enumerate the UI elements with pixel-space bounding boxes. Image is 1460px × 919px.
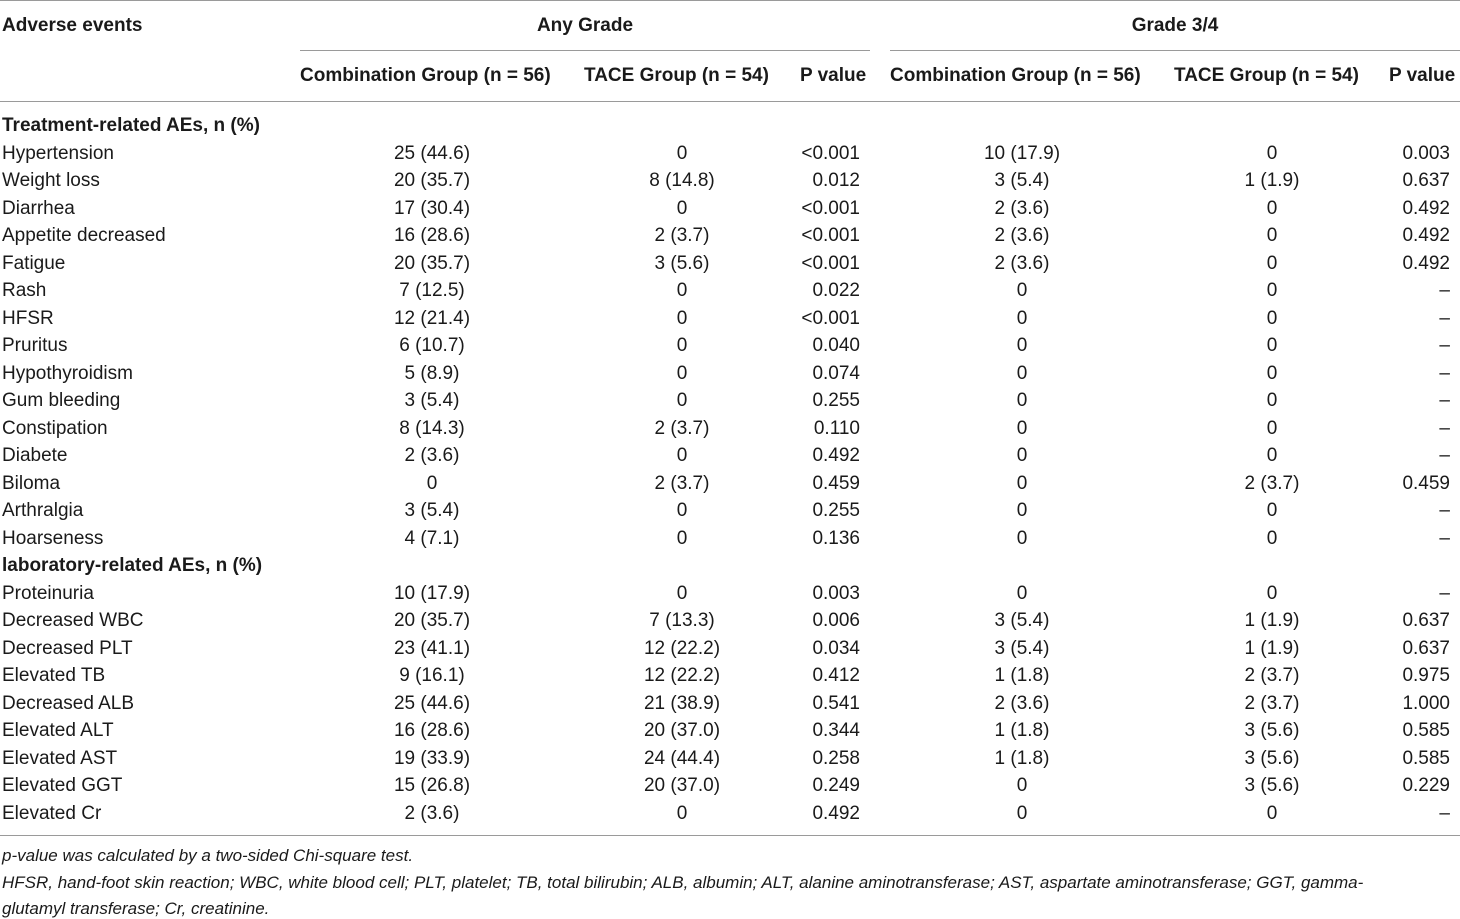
table-cell: 0.459 [1402,472,1450,494]
table-cell: 2 (3.6) [994,252,1050,274]
row-header-label: Adverse events [2,15,143,36]
row-label: Decreased WBC [2,610,144,631]
table-cell: 15 (26.8) [393,775,471,796]
table-cell: 0 [1266,142,1278,164]
table-cell: 0 [1266,225,1278,246]
table-cell: 0 [676,362,688,384]
table-cell: 0.022 [812,280,860,301]
table-cell: 0 [1266,527,1278,549]
table-cell: 3 (5.6) [654,252,710,274]
table-cell: 0.975 [1402,665,1450,686]
table-cell: 12 (22.2) [643,637,721,659]
row-label: HFSR [2,307,54,329]
table-cell: 2 (3.6) [994,197,1050,219]
table-cell: – [1439,362,1450,384]
table-cell: 0 [1016,527,1028,549]
table-cell: – [1439,417,1450,439]
table-cell: 0 [676,500,688,521]
table-cell: 12 (22.2) [643,665,721,686]
table-cell: 1 (1.8) [994,665,1050,686]
table-cell: 1 (1.8) [994,747,1050,769]
table-cell: 3 (5.4) [404,390,460,411]
footnote-pvalue: p-value was calculated by a two-sided Chi-square test. [2,846,414,865]
col-header-combination-g34: Combination Group (n = 56) [890,65,1141,86]
table-cell: 0.492 [1402,197,1450,219]
table-cell: 0.412 [812,665,860,686]
footnote-abbreviations: HFSR, hand-foot skin reaction; WBC, white blood cell; PLT, platelet; TB, total bilirubin; ALB, albumin; ALT, alanine aminotransferase; AST, aspartate aminotransferase; GGT, gamma- [2,873,1364,892]
table-cell: 0 [1016,335,1028,356]
table-cell: 2 (3.6) [404,445,460,466]
table-cell: 1 (1.8) [994,720,1050,741]
table-cell: 0.492 [1402,252,1450,274]
table-cell: 20 (35.7) [393,170,471,191]
row-label: Arthralgia [2,500,84,521]
table-cell: 0 [1016,582,1028,604]
table-cell: <0.001 [801,225,860,246]
grade34-rule [890,50,1460,51]
section-title: Treatment-related AEs, n (%) [2,115,260,136]
grade34-header: Grade 3/4 [1131,15,1219,36]
table-cell: 7 (13.3) [649,610,715,631]
table-cell: 20 (35.7) [393,252,471,274]
any-grade-rule [300,50,870,51]
row-label: Weight loss [2,170,100,191]
table-cell: – [1439,500,1450,521]
table-cell: 3 (5.6) [1244,720,1300,741]
table-cell: 0 [1016,307,1028,329]
table-cell: 2 (3.6) [994,692,1050,714]
table-cell: 2 (3.7) [1244,665,1300,686]
table-cell: 2 (3.7) [1244,692,1300,714]
table-cell: 0.110 [813,417,860,439]
section-title: laboratory-related AEs, n (%) [2,555,263,576]
row-label: Diarrhea [2,197,75,219]
table-cell: 0.003 [812,582,860,604]
table-cell: 6 (10.7) [399,335,465,356]
row-label: Constipation [2,417,108,439]
row-label: Elevated GGT [2,775,123,796]
table-cell: 0 [676,527,688,549]
table-cell: 0.344 [812,720,860,741]
table-cell: 5 (8.9) [404,362,460,384]
table-cell: 0.074 [812,362,860,384]
table-cell: 0.229 [1402,775,1450,796]
table-cell: 3 (5.4) [994,170,1050,191]
table-cell: 23 (41.1) [393,637,471,659]
table-cell: 2 (3.7) [654,417,710,439]
table-cell: 2 (3.6) [404,802,460,824]
table-cell: 3 (5.4) [994,610,1050,631]
table-cell: 0 [1266,417,1278,439]
table-cell: 16 (28.6) [393,720,471,741]
table-cell: 25 (44.6) [393,142,471,164]
table-cell: – [1439,445,1450,466]
table-cell: 0.492 [812,445,860,466]
table-cell: 2 (3.7) [1244,472,1300,494]
table-cell: 0 [1016,445,1028,466]
table-cell: – [1439,582,1450,604]
table-cell: 0.637 [1402,637,1450,659]
table-cell: 16 (28.6) [393,225,471,246]
table-cell: 0 [1266,307,1278,329]
table-cell: 0.006 [812,610,860,631]
row-label: Hypertension [2,142,114,164]
row-label: Pruritus [2,335,68,356]
table-cell: <0.001 [801,307,860,329]
table-cell: 0.249 [812,775,860,796]
table-cell: 0 [1016,775,1028,796]
table-cell: 0 [1016,500,1028,521]
table-cell: 10 (17.9) [983,142,1061,164]
row-label: Elevated Cr [2,802,102,824]
table-cell: 0 [676,307,688,329]
table-cell: 3 (5.4) [994,637,1050,659]
row-label: Decreased ALB [2,692,135,714]
row-label: Elevated ALT [2,720,114,741]
row-label: Elevated TB [2,665,106,686]
table-cell: 3 (5.6) [1244,747,1300,769]
table-cell: <0.001 [801,197,860,219]
table-cell: – [1439,280,1450,301]
table-cell: 0.637 [1402,610,1450,631]
table-cell: – [1439,390,1450,411]
table-cell: 0 [1016,390,1028,411]
table-cell: 0 [676,390,688,411]
any-grade-header: Any Grade [536,15,634,36]
col-header-pvalue-g34: P value [1389,65,1456,86]
table-cell: <0.001 [801,142,860,164]
table-cell: 20 (37.0) [643,720,721,741]
table-cell: 0.003 [1402,142,1450,164]
col-header-tace-g34: TACE Group (n = 54) [1174,65,1359,86]
row-label: Hoarseness [2,527,104,549]
table-cell: 0.012 [812,170,860,191]
header-bottom-rule [0,101,1460,102]
table-cell: 0.541 [812,692,860,714]
table-cell: 2 (3.6) [994,225,1050,246]
table-cell: 2 (3.7) [654,472,710,494]
table-cell: 1 (1.9) [1244,610,1300,631]
table-cell: 0 [1016,417,1028,439]
table-cell: 10 (17.9) [393,582,471,604]
col-header-combination-any: Combination Group (n = 56) [300,65,551,86]
table-cell: – [1439,335,1450,356]
table-cell: <0.001 [801,252,860,274]
row-label: Decreased PLT [2,637,133,659]
table-cell: 20 (37.0) [643,775,721,796]
table-cell: 0 [1016,802,1028,824]
table-cell: 0 [1266,500,1278,521]
table-cell: 25 (44.6) [393,692,471,714]
table-cell: 8 (14.8) [649,170,715,191]
table-cell: 0.637 [1402,170,1450,191]
table-cell: 0 [1266,390,1278,411]
table-cell: 1.000 [1402,692,1450,714]
col-header-tace-any: TACE Group (n = 54) [584,65,769,86]
table-cell: 19 (33.9) [393,747,471,769]
table-cell: 1 (1.9) [1244,170,1300,191]
table-cell: 0 [676,802,688,824]
table-cell: 0 [1266,252,1278,274]
table-cell: 0.136 [812,527,860,549]
table-cell: 9 (16.1) [399,665,465,686]
table-cell: 0 [676,142,688,164]
table-cell: 0.255 [812,390,860,411]
table-cell: 21 (38.9) [643,692,721,714]
table-cell: 0 [1266,335,1278,356]
col-header-pvalue-any: P value [800,65,867,86]
table-top-rule [0,0,1460,1]
table-cell: – [1439,527,1450,549]
table-cell: 17 (30.4) [393,197,471,219]
row-label: Elevated AST [2,747,118,769]
table-cell: – [1439,802,1450,824]
table-cell: 0.459 [812,472,860,494]
table-cell: 2 (3.7) [654,225,710,246]
row-label: Diabete [2,445,68,466]
row-label: Appetite decreased [2,225,166,246]
table-cell: 0 [676,582,688,604]
row-label: Gum bleeding [2,390,121,411]
table-bottom-rule [0,835,1460,836]
table-cell: 0 [1266,582,1278,604]
table-cell: 0 [1266,445,1278,466]
table-cell: 0 [1016,280,1028,301]
table-cell: 0.585 [1402,747,1450,769]
footnote-abbreviations-cont: glutamyl transferase; Cr, creatinine. [2,899,270,918]
table-cell: 1 (1.9) [1244,637,1300,659]
table-cell: 0 [676,335,688,356]
table-cell: 0.258 [812,747,860,769]
table-cell: 0 [1266,362,1278,384]
table-cell: 8 (14.3) [399,417,465,439]
row-label: Rash [2,280,47,301]
table-cell: 24 (44.4) [643,747,721,769]
table-cell: 3 (5.6) [1244,775,1300,796]
row-label: Proteinuria [2,582,94,604]
table-cell: 20 (35.7) [393,610,471,631]
table-cell: 0.492 [812,802,860,824]
table-cell: 0.585 [1402,720,1450,741]
table-cell: 0 [676,280,688,301]
table-cell: 0.492 [1402,225,1450,246]
table-cell: 3 (5.4) [404,500,460,521]
table-cell: 0 [1016,362,1028,384]
table-cell: 4 (7.1) [404,527,460,549]
row-label: Fatigue [2,252,66,274]
table-cell: 0.034 [812,637,860,659]
table-cell: 0 [1266,802,1278,824]
row-label: Hypothyroidism [2,362,133,384]
table-cell: 0.255 [812,500,860,521]
table-cell: 12 (21.4) [393,307,471,329]
row-label: Biloma [2,472,61,494]
table-cell: 0 [676,197,688,219]
table-cell: 0 [1266,197,1278,219]
table-cell: – [1439,307,1450,329]
table-cell: 0 [1016,472,1028,494]
table-cell: 0 [676,445,688,466]
table-cell: 7 (12.5) [399,280,465,301]
table-cell: 0 [426,472,438,494]
table-cell: 0.040 [812,335,860,356]
table-cell: 0 [1266,280,1278,301]
